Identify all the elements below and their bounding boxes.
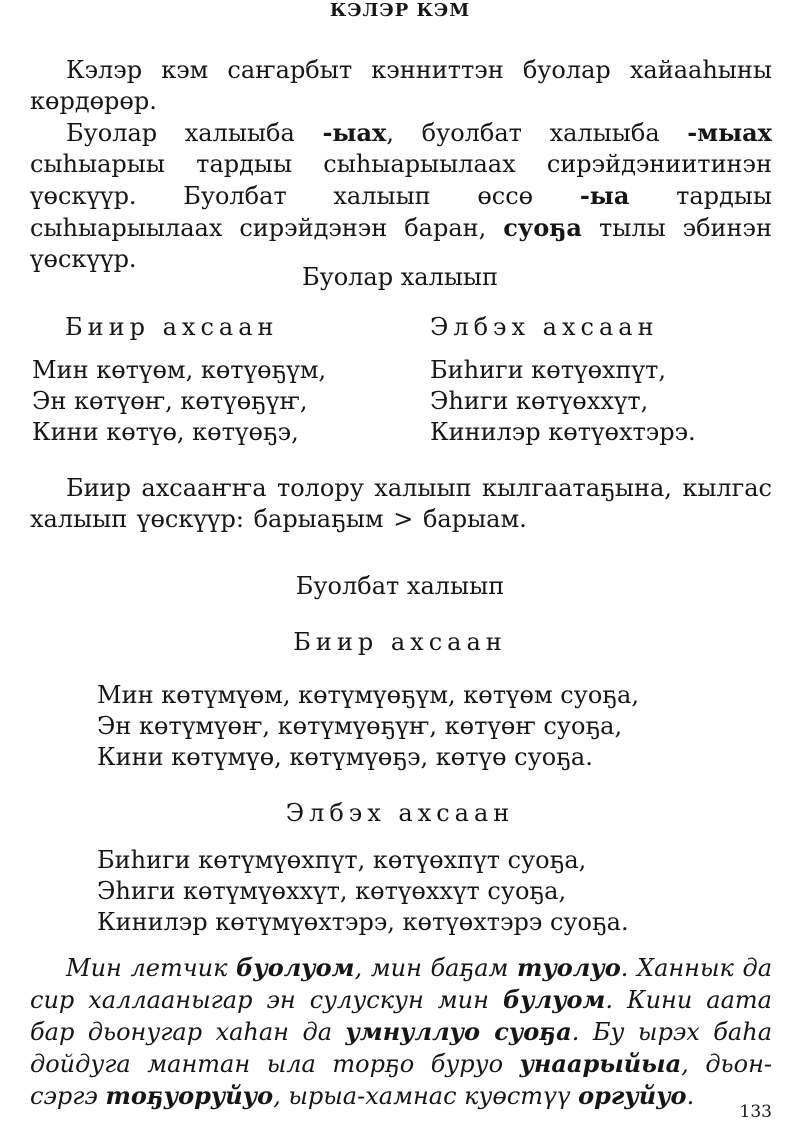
text-fragment: Буолар халыыба	[66, 119, 323, 147]
bold-verb: умнуллуо суоҕа	[345, 1017, 572, 1046]
conjugation-row: Мин көтүмүөм, көтүмүөҕүм, көтүөм суоҕа,	[97, 681, 639, 709]
example-paragraph	[30, 952, 772, 1112]
intro-paragraph-2	[30, 117, 772, 275]
conjugation-row: Кинилэр көтүмүөхтэрэ, көтүөхтэрэ суоҕа.	[97, 908, 629, 936]
conjugation-row: Эн көтүмүөҥ, көтүмүөҕүҥ, көтүөҥ суоҕа,	[97, 712, 623, 740]
negative-form-heading: Буолбат халыып	[295, 572, 505, 600]
bold-verb: туолуо	[517, 953, 621, 982]
conjugation-row: Эһиги көтүөххүт,	[430, 387, 649, 415]
bold-word: суоҕа	[503, 213, 582, 242]
text-fragment: Мин летчик	[66, 954, 237, 982]
text-fragment: , мин баҕам	[354, 954, 518, 982]
text-fragment: тылы эбинэн үөскүүр.	[30, 214, 772, 273]
positive-singular-list	[32, 355, 326, 448]
text-fragment: , ырыа-хамнас куөстүү	[273, 1082, 579, 1110]
text-fragment: .	[686, 1082, 695, 1110]
text-fragment: , буолбат халыыба	[386, 119, 688, 147]
bold-verb: буолуом	[236, 953, 355, 982]
conjugation-row: Кини көтүмүө, көтүмүөҕэ, көтүө суоҕа.	[97, 743, 593, 771]
page-number: 133	[739, 1102, 772, 1122]
bold-suffix: -мыах	[687, 118, 772, 147]
text-fragment: . Ханнык да сир халлааныгар эн сулускун мин	[30, 954, 773, 1014]
conjugation-row: Биһиги көтүмүөхпүт, көтүөхпүт суоҕа,	[97, 846, 587, 874]
negative-plural-header: Элбэх ахсаан	[285, 799, 515, 827]
conjugation-row: Мин көтүөм, көтүөҕүм,	[32, 356, 327, 384]
positive-form-heading: Буолар халыып	[301, 263, 499, 291]
intro-paragraph-1: Кэлэр кэм саҥарбыт кэнниттэн буолар хайааһыны көрдөрөр.	[30, 56, 772, 115]
positive-plural-header: Элбэх ахсаан	[430, 313, 659, 341]
text-fragment: . Бу ырэх баһа дойдуга мантан ыла торҕо буруо	[30, 1018, 773, 1078]
conjugation-row: Биһиги көтүөхпүт,	[430, 356, 667, 384]
positive-plural-list	[430, 355, 696, 448]
conjugation-row: Кини көтүө, көтүөҕэ,	[32, 418, 299, 446]
text-fragment: . Кини аата бар дьонугар хаһан да	[30, 986, 772, 1046]
negative-singular-list	[97, 680, 639, 773]
bold-verb: оргуйуо	[578, 1081, 687, 1110]
bold-verb: булуом	[502, 985, 606, 1014]
conjugation-row: Эһиги көтүмүөххүт, көтүөххүт суоҕа,	[97, 877, 567, 905]
conjugation-row: Эн көтүөҥ, көтүөҕүҥ,	[32, 387, 308, 415]
short-form-note: Биир ахсааҥҥа толору халыып кылгаатаҕына, кылгас халыып үөскүүр: барыаҕым > барыам.	[30, 474, 772, 533]
text-fragment: , дьон-сэргэ	[30, 1050, 772, 1110]
negative-plural-list	[97, 845, 629, 938]
bold-verb: тоҕуоруйуо	[105, 1081, 274, 1110]
bold-verb: унаарыйыа	[519, 1049, 682, 1078]
positive-singular-header: Биир ахсаан	[65, 313, 279, 341]
bold-suffix: -ыах	[322, 118, 387, 147]
text-fragment: сыһыарыы тардыы сыһыарыылаах сирэйдэниитинэн үөскүүр. Буолбат халыып өссө	[30, 150, 772, 210]
negative-singular-header: Биир ахсаан	[293, 628, 507, 656]
text-fragment: тардыы сыһыарыылаах сирэйдэнэн баран,	[30, 182, 772, 242]
conjugation-row: Кинилэр көтүөхтэрэ.	[430, 418, 696, 446]
page-title: КЭЛЭР КЭМ	[329, 0, 471, 21]
bold-suffix: -ыа	[579, 181, 630, 210]
